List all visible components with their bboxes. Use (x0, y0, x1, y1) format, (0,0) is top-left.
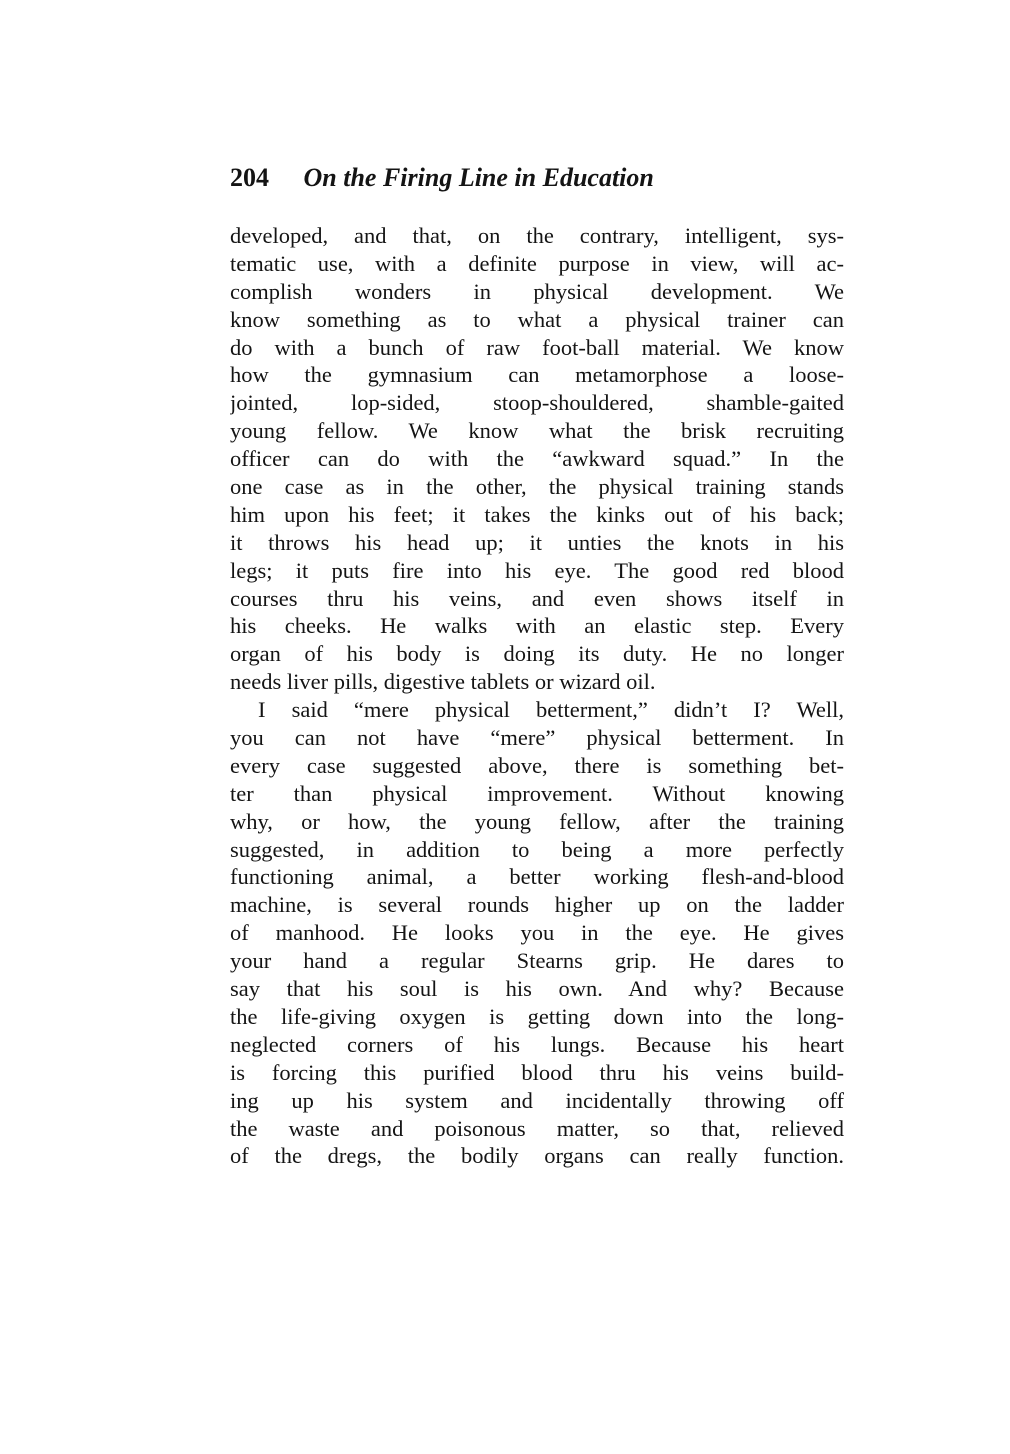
text-line: jointed, lop-sided, stoop-shouldered, shamble-gaited (230, 390, 844, 416)
text-line: ter than physical improvement. Without knowing (230, 780, 844, 806)
text-line: machine, is several rounds higher up on the ladder (230, 892, 844, 918)
text-line: developed, and that, on the contrary, intelligent, sys- (230, 223, 844, 248)
text-line: of the dregs, the bodily organs can really function. (230, 1143, 844, 1169)
text-line: it throws his head up; it unties the knots in his (230, 529, 844, 555)
text-line: your hand a regular Stearns grip. He dares to (230, 948, 844, 974)
text-line: of manhood. He looks you in the eye. He gives (230, 920, 844, 946)
text-line: his cheeks. He walks with an elastic step. Every (230, 613, 844, 639)
text-line: is forcing this purified blood thru his veins build- (230, 1059, 844, 1085)
paragraph-2 (230, 696, 844, 1170)
text-line: officer can do with the “awkward squad.” In the (230, 446, 844, 472)
text-line: complish wonders in physical development. We (230, 278, 844, 304)
text-line: say that his soul is his own. And why? Because (230, 976, 844, 1002)
paragraph-1 (230, 222, 844, 696)
text-line: how the gymnasium can metamorphose a loose- (230, 362, 844, 388)
text-line: ing up his system and incidentally throwing off (230, 1087, 844, 1113)
page-number: 204 (230, 163, 269, 192)
text-line: the life-giving oxygen is getting down into the long- (230, 1003, 844, 1029)
text-line: I said “mere physical betterment,” didn’t I? Well, (258, 697, 844, 723)
text-line: young fellow. We know what the brisk recruiting (230, 418, 844, 444)
text-line: courses thru his veins, and even shows itself in (230, 585, 844, 611)
text-line: organ of his body is doing its duty. He no longer (230, 641, 844, 667)
body-text (230, 222, 844, 1170)
text-line: why, or how, the young fellow, after the training (230, 808, 844, 834)
text-line: one case as in the other, the physical training stands (230, 474, 844, 500)
text-line: him upon his feet; it takes the kinks out of his back; (230, 501, 844, 527)
text-line: every case suggested above, there is something bet- (230, 752, 844, 778)
text-line: legs; it puts fire into his eye. The good red blood (230, 557, 844, 583)
text-line: tematic use, with a definite purpose in view, will ac- (230, 250, 844, 276)
text-line: needs liver pills, digestive tablets or wizard oil. (230, 669, 656, 695)
text-line: do with a bunch of raw foot-ball material. We know (230, 334, 844, 360)
running-head (230, 160, 850, 196)
text-line: suggested, in addition to being a more perfectly (230, 836, 844, 862)
book-title: On the Firing Line in Education (303, 163, 654, 192)
text-line: you can not have “mere” physical betterment. In (230, 725, 844, 751)
text-line: the waste and poisonous matter, so that, relieved (230, 1115, 844, 1141)
text-line: functioning animal, a better working flesh-and-blood (230, 864, 844, 890)
text-line: neglected corners of his lungs. Because his heart (230, 1031, 844, 1057)
text-line: know something as to what a physical trainer can (230, 306, 844, 332)
